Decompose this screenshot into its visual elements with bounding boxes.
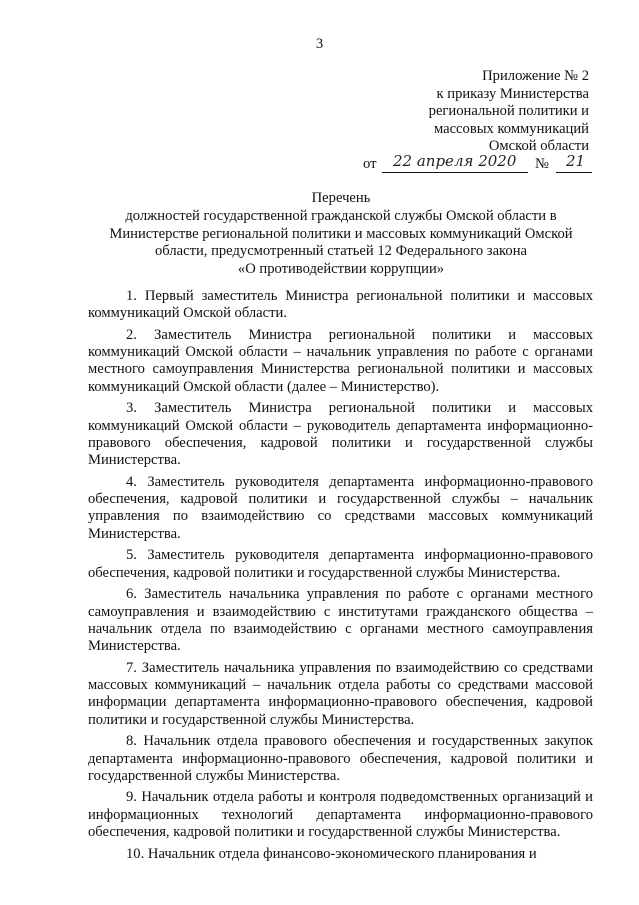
list-item (88, 660, 593, 729)
item-text: Заместитель руководителя департамента информационно-правового обеспечения, кадровой политики и государственной службы – начальник управления по взаимодействию со средствами массовых коммуникаций Министерства. (88, 473, 593, 542)
item-text: Заместитель начальника управления по взаимодействию со средствами массовых коммуникаций – начальник отдела работы со средствами массовой информации департамента информационно-правового обеспечения, кадровой политики и государственной службы Министерства. (88, 659, 593, 728)
item-text: Заместитель Министра региональной политики и массовых коммуникаций Омской области – руководитель департамента информационно-правового обеспечения, кадровой политики и государственной службы Министерства. (88, 400, 593, 469)
item-number: 4. (126, 473, 137, 490)
list-item (88, 400, 593, 469)
list-item (88, 586, 593, 655)
item-number: 1. (126, 288, 137, 304)
title-line: Министерстве региональной политики и массовых коммуникаций Омской (109, 225, 573, 242)
item-text: Начальник отдела правового обеспечения и государственных закупок департамента информационно-правового обеспечения, кадровой политики и государственной службы Министерства. (88, 733, 593, 784)
list-item (88, 547, 593, 582)
item-text: Первый заместитель Министра региональной политики и массовых коммуникаций Омской области. (88, 288, 593, 322)
list-item (88, 846, 593, 863)
date-underline (382, 172, 528, 173)
page-number: 3 (315, 36, 324, 52)
title-line: «О противодействии коррупции» (237, 261, 445, 278)
order-from-label: от (363, 156, 377, 172)
document-title (88, 190, 594, 279)
title-line: должностей государственной гражданской службы Омской области в (125, 207, 557, 224)
appendix-header (429, 68, 589, 156)
item-text: Заместитель начальника управления по работе с органами местного самоуправления и взаимодействию с институтами гражданского общества – начальник отдела по взаимодействию с органами местного самоуправления Министерства. (88, 586, 593, 655)
appendix-line: Приложение № 2 (482, 68, 589, 84)
item-text: Заместитель руководителя департамента информационно-правового обеспечения, кадровой политики и государственной службы Министерства. (88, 547, 593, 581)
appendix-line: Омской области (488, 138, 589, 154)
number-underline (556, 172, 592, 173)
title-line: области, предусмотренный статьей 12 Федерального закона (155, 243, 527, 260)
list-item (88, 327, 593, 396)
list-item (88, 288, 593, 323)
item-number: 2. (126, 326, 137, 343)
item-number: 8. (126, 733, 137, 750)
order-date-handwritten: 22 апреля 2020 (393, 152, 517, 170)
position-list (88, 288, 593, 867)
list-item (88, 789, 593, 841)
item-number: 7. (126, 659, 137, 676)
list-item (88, 474, 593, 543)
appendix-line: к приказу Министерства (436, 85, 589, 102)
order-number-label: № (535, 156, 549, 172)
order-number-handwritten: 21 (566, 152, 586, 170)
item-number: 5. (126, 547, 137, 564)
list-item (88, 733, 593, 785)
item-number: 9. (126, 789, 137, 806)
item-number: 10. (126, 845, 145, 862)
item-text: Заместитель Министра региональной политики и массовых коммуникаций Омской области – начальник управления по работе с органами местного самоуправления Министерства региональной политики и массовых коммуникаций Омской области (далее – Министерство). (88, 326, 593, 395)
item-number: 6. (126, 586, 137, 603)
item-number: 3. (126, 400, 137, 417)
order-reference (363, 152, 593, 178)
item-text: Начальник отдела работы и контроля подведомственных организаций и информационных технологий департамента информационно-правового обеспечения, кадровой политики и государственной службы Министерства. (88, 789, 593, 840)
appendix-line: массовых коммуникаций (433, 120, 589, 137)
title-line: Перечень (311, 190, 371, 206)
appendix-line: региональной политики и (428, 103, 589, 119)
item-text: Начальник отдела финансово-экономического планирования и (147, 845, 537, 862)
